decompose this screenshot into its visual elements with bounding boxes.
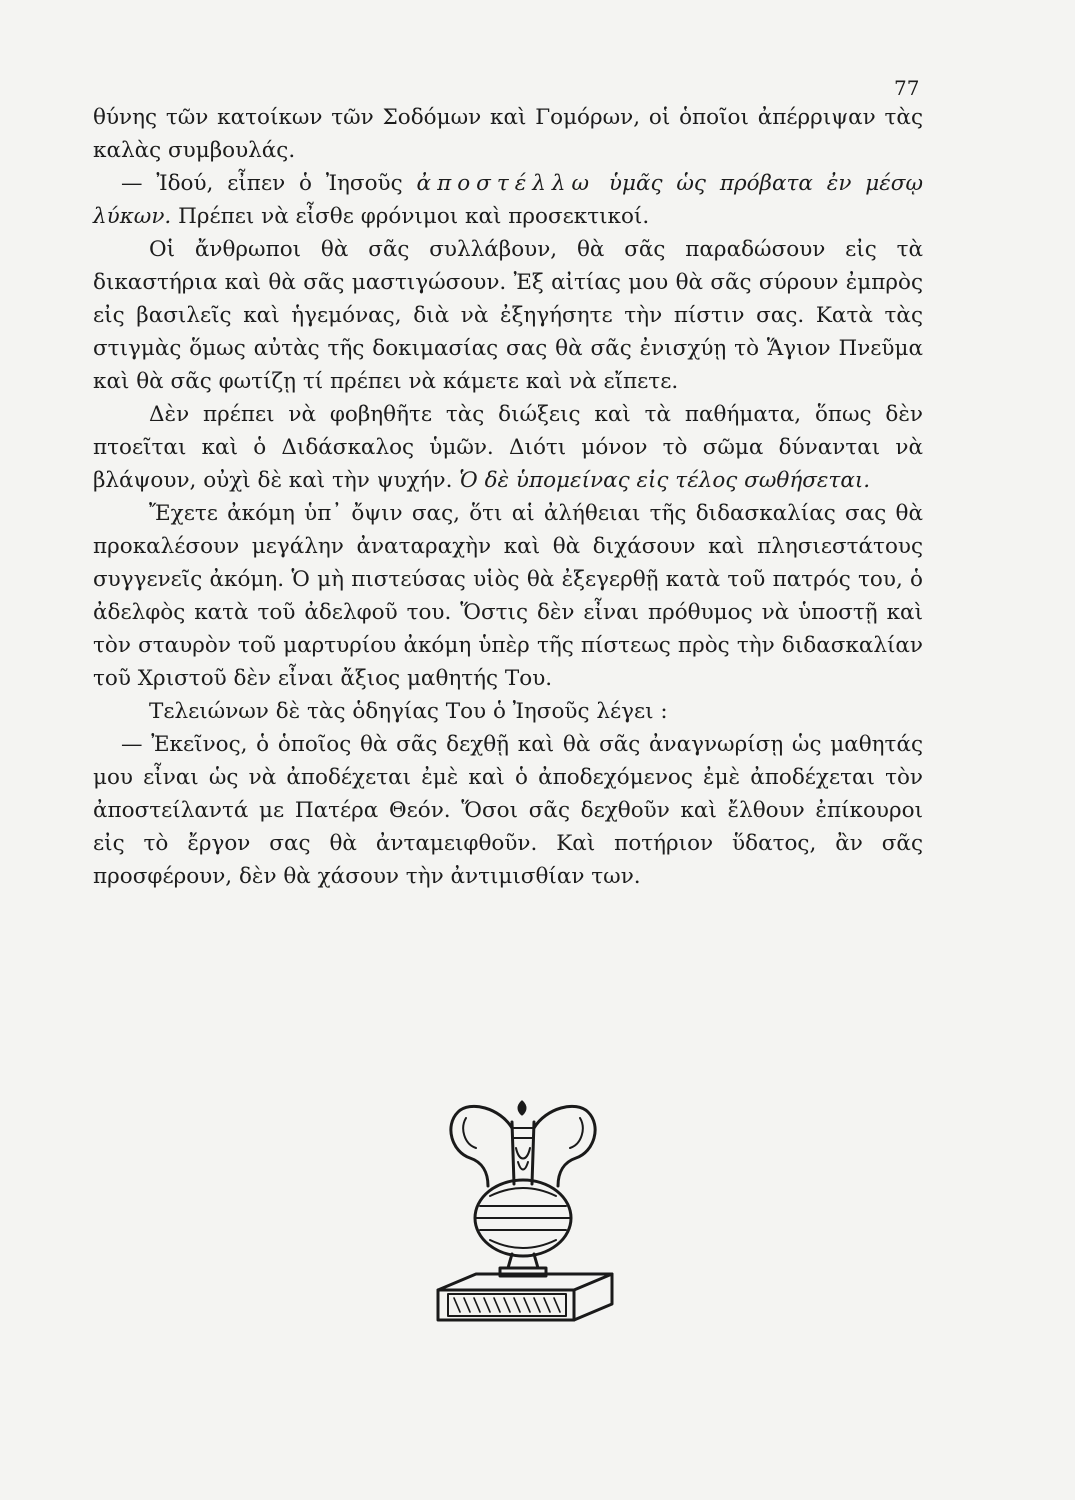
- paragraph-3: Οἱ ἄνθρωποι θὰ σᾶς συλλάβουν, θὰ σᾶς παραδώσουν εἰς τὰ δικαστήρια καὶ θὰ σᾶς μαστιγώσουν. Ἐξ αἰτίας μου θὰ σᾶς σύρουν ἐμπρὸς εἰς βασιλεῖς καὶ ἡγεμόνας, διὰ νὰ ἐξηγήσητε τὴν πίστιν σας. Κατὰ τὰς στιγμὰς ὅμως αὐτὰς τῆς δοκιμασίας σας θὰ σᾶς ἐνισχύῃ τὸ Ἅγιον Πνεῦμα καὶ θὰ σᾶς φωτίζῃ τί πρέπει νὰ κάμετε καὶ νὰ εἴπετε.: [93, 237, 923, 394]
- paragraph-7: — Ἐκεῖνος, ὁ ὁποῖος θὰ σᾶς δεχθῇ καὶ θὰ σᾶς ἀναγνωρίσῃ ὡς μαθητάς μου εἶναι ὡς νὰ ἀποδέχεται ἐμὲ καὶ ὁ ἀποδεχόμενος ἐμὲ ἀποδέχεται τὸν ἀποστείλαντά με Πατέρα Θεόν. Ὅσοι σᾶς δεχθοῦν καὶ ἔλθουν ἐπίκουροι εἰς τὸ ἔργον σας θὰ ἀνταμειφθοῦν. Καὶ ποτήριον ὕδατος, ἂν σᾶς προσφέρουν, δὲν θὰ χάσουν τὴν ἀντιμισθίαν των.: [93, 732, 923, 889]
- paragraph-5: Ἔχετε ἀκόμη ὑπ᾽ ὄψιν σας, ὅτι αἱ ἀλήθειαι τῆς διδασκαλίας σας θὰ προκαλέσουν μεγάλην ἀναταραχὴν καὶ θὰ διχάσουν καὶ πλησιεστάτους συγγενεῖς ἀκόμη. Ὁ μὴ πιστεύσας υἱὸς θὰ ἐξεγερθῇ κατὰ τοῦ πατρός του, ὁ ἀδελφὸς κατὰ τοῦ ἀδελφοῦ του. Ὅστις δὲν εἶναι πρόθυμος νὰ ὑποστῇ καὶ τὸν σταυρὸν τοῦ μαρτυρίου ἀκόμη ὑπὲρ τῆς πίστεως πρὸς τὴν διδασκαλίαν τοῦ Χριστοῦ δὲν εἶναι ἄξιος μαθητής Του.: [93, 501, 923, 691]
- italic-quote: ὑμᾶς ὡς πρόβατα ἐν μέσῳ λύκων.: [93, 171, 923, 229]
- spaced-word: ἀποστέλλω: [416, 171, 596, 196]
- page-number: 77: [894, 76, 920, 100]
- paragraph-4: [93, 398, 923, 497]
- amphora-vase-icon: [430, 1098, 620, 1338]
- paragraph-6: Τελειώνων δὲ τὰς ὁδηγίας Του ὁ Ἰησοῦς λέγει :: [149, 699, 668, 724]
- body-text: [93, 101, 923, 893]
- paragraph-4-lead: Δὲν πρέπει νὰ φοβηθῆτε τὰς διώξεις καὶ τὰ παθήματα, ὅπως δὲν πτοεῖται καὶ ὁ Διδάσκαλος ὑμῶν. Διότι μόνον τὸ σῶμα δύνανται νὰ βλάψουν, οὐχὶ δὲ καὶ τὴν ψυχήν.: [93, 402, 923, 493]
- paragraph-2: [93, 167, 923, 233]
- italic-quote: Ὁ δὲ ὑπομείνας εἰς τέλος σωθήσεται.: [452, 468, 871, 493]
- paragraph-2-lead: Ἰδού, εἶπεν ὁ Ἰησοῦς: [156, 171, 417, 196]
- paragraph-1: θύνης τῶν κατοίκων τῶν Σοδόμων καὶ Γομόρων, οἱ ὁποῖοι ἀπέρριψαν τὰς καλὰς συμβουλάς.: [93, 105, 923, 163]
- paragraph-2-tail: Πρέπει νὰ εἶσθε φρόνιμοι καὶ προσεκτικοί.: [171, 204, 650, 229]
- dash: —: [121, 171, 157, 196]
